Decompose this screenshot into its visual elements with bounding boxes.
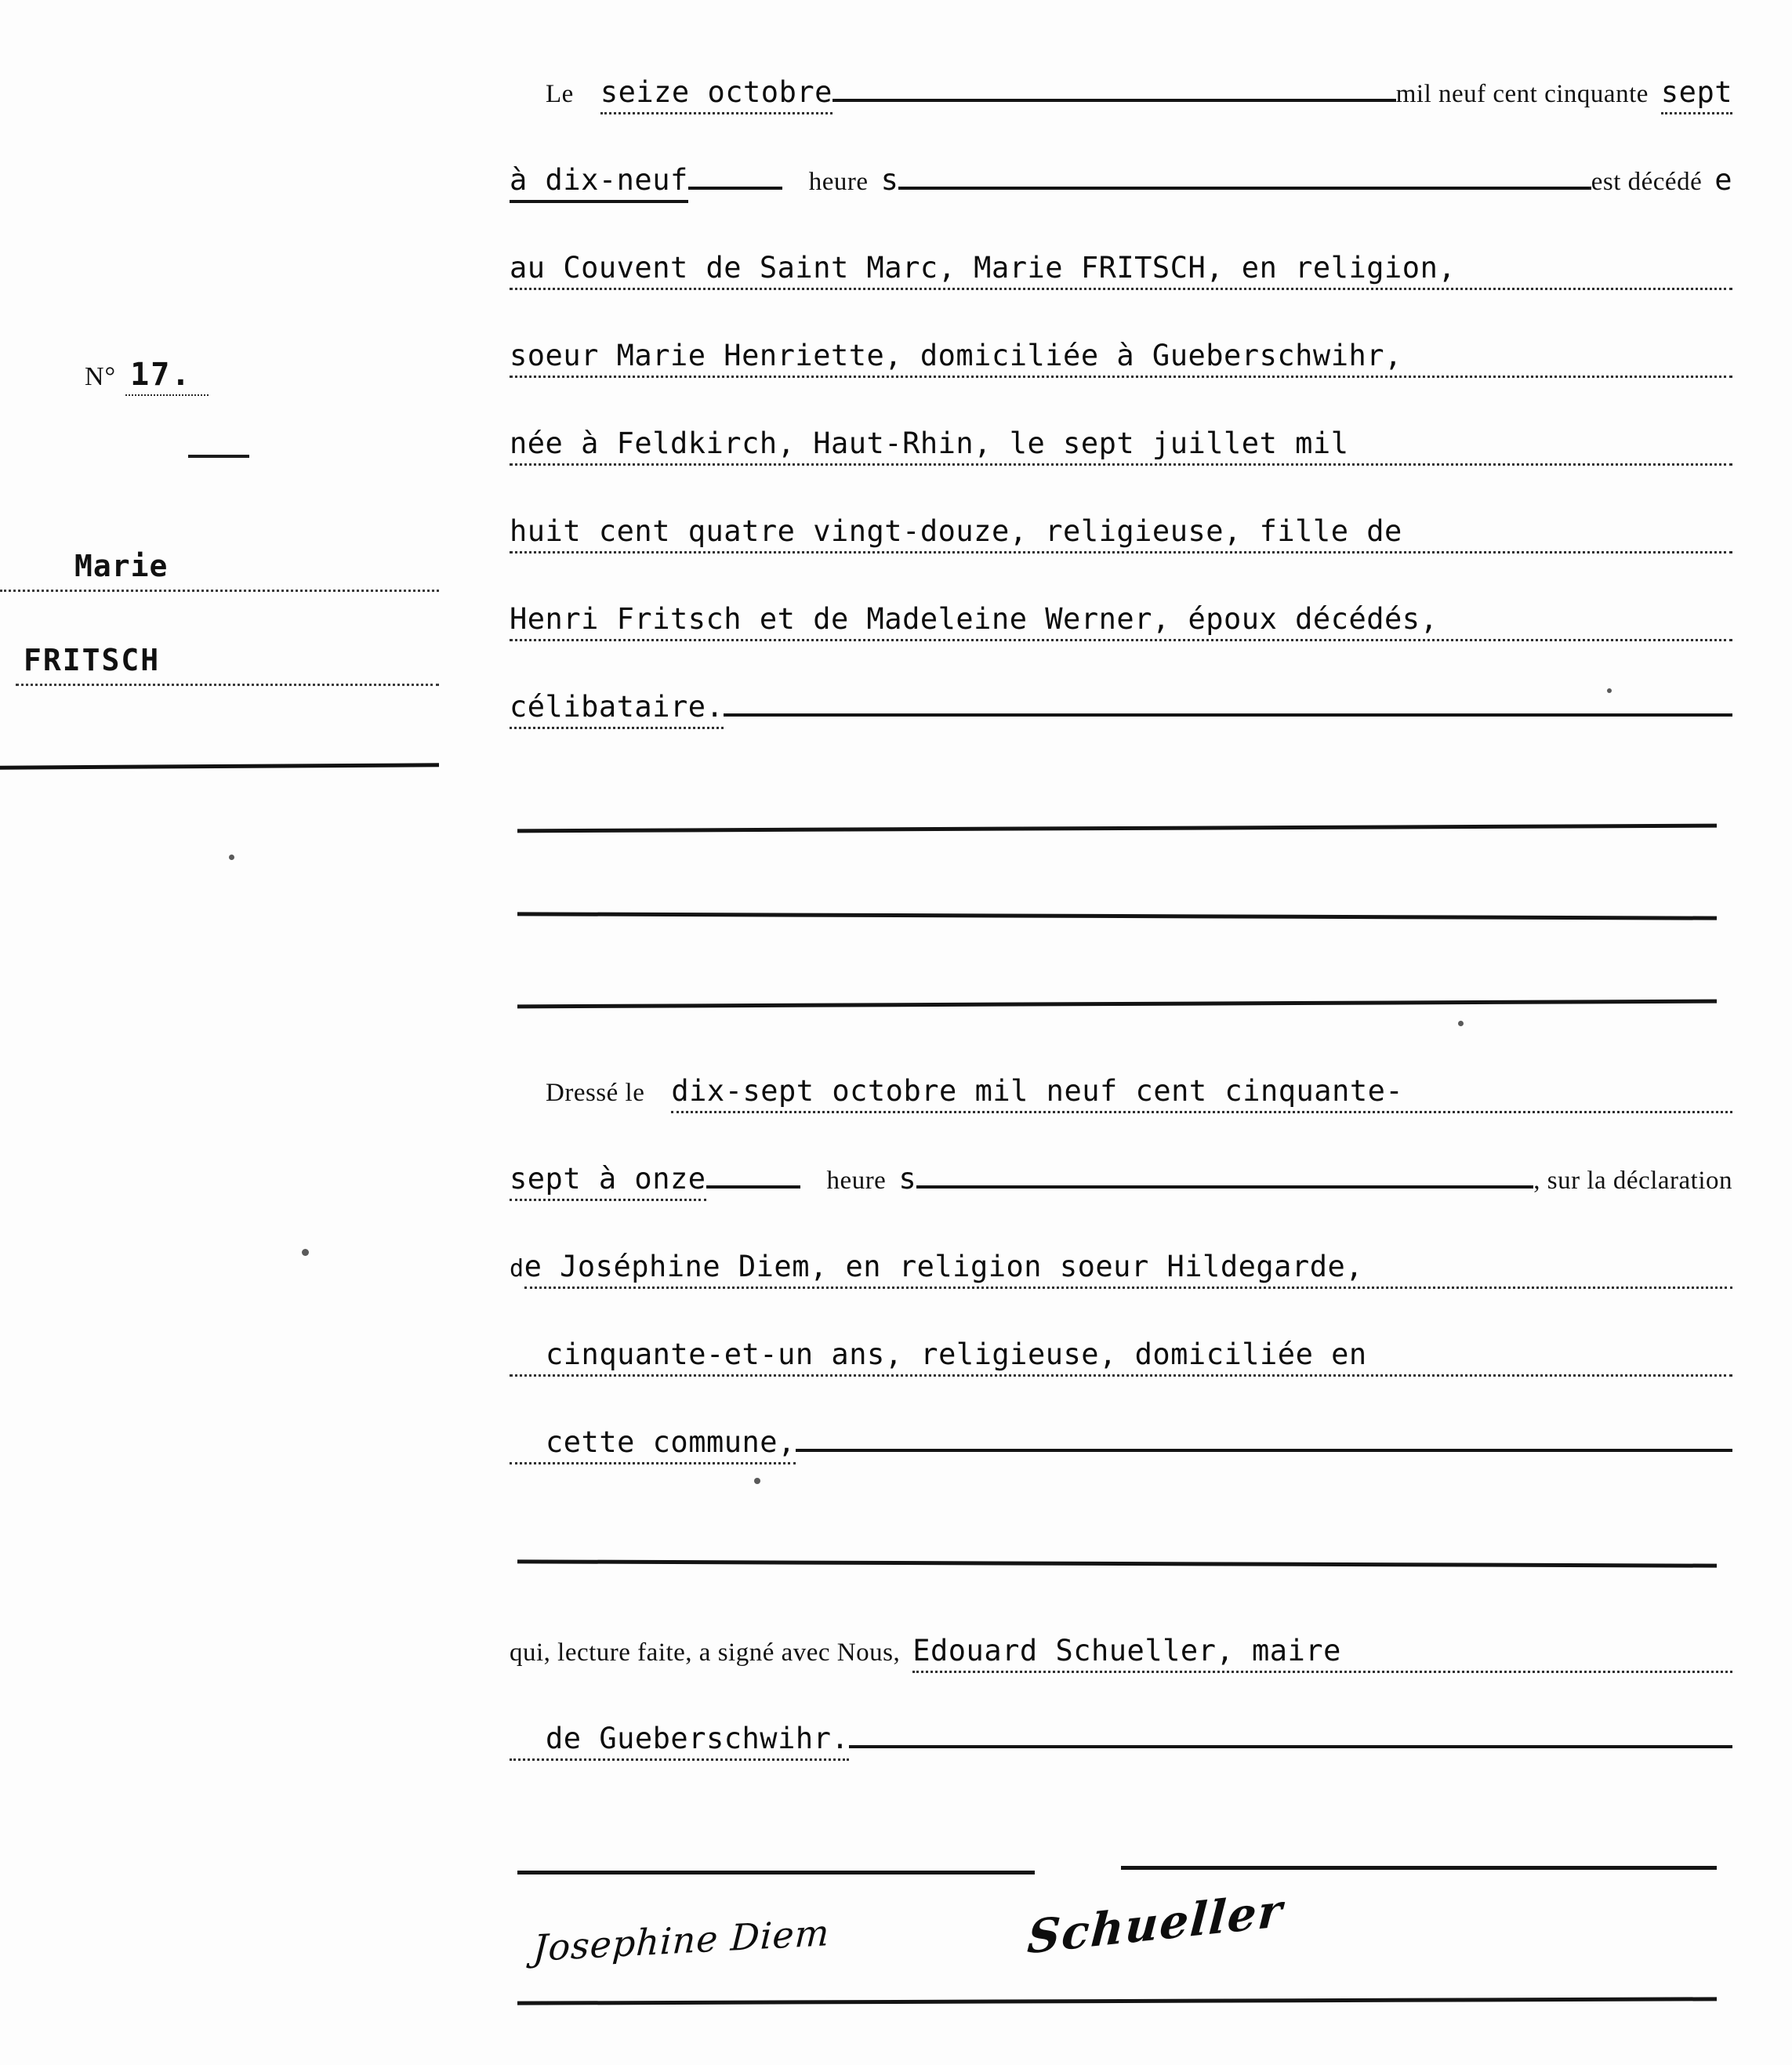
printed-lecture-faite: qui, lecture faite, a signé avec Nous, — [510, 1639, 901, 1667]
typed-mayor-name: Edouard Schueller, maire — [912, 1634, 1732, 1673]
typed-date-day-month: seize octobre — [600, 75, 833, 114]
blank-ruled-line-2 — [510, 866, 1732, 953]
body-line-closing-1 — [510, 1634, 1732, 1722]
signature-rule-left — [517, 1871, 1035, 1874]
body-line-declarant-1 — [510, 1250, 1732, 1337]
body-line-8 — [510, 690, 1732, 778]
printed-year-prefix: mil neuf cent cinquante — [1395, 80, 1649, 108]
typed-heure-plural-2: s — [898, 1162, 917, 1196]
margin-dotted-rule-2 — [16, 684, 439, 686]
margin-bottom-rule — [0, 763, 439, 769]
typed-de-prefix: d — [510, 1255, 524, 1283]
rule-after-commune-2 — [849, 1745, 1732, 1748]
typed-narrative-line-6: huit cent quatre vingt-douze, religieuse, fille de — [510, 514, 1732, 553]
body-line-3 — [510, 251, 1732, 339]
record-body — [510, 0, 1732, 2065]
body-line-dresse — [510, 1074, 1732, 1162]
printed-heure-2: heure — [826, 1167, 887, 1195]
margin-given-name: Marie — [74, 549, 169, 583]
typed-declarant-line-3: cette commune, — [510, 1425, 796, 1464]
typed-mayor-commune: de Gueberschwihr. — [510, 1722, 849, 1761]
body-line-closing-2 — [510, 1722, 1732, 1809]
typed-narrative-line-8: célibataire. — [510, 690, 724, 729]
signature-mayor: Schueller — [1025, 1883, 1286, 1965]
rule-after-heure — [898, 187, 1591, 190]
body-line-dresse-hour — [510, 1162, 1732, 1250]
signature-rule-right — [1121, 1866, 1717, 1870]
blank-ruled-line-4 — [510, 1513, 1732, 1601]
body-line-7 — [510, 602, 1732, 690]
signature-area — [510, 1825, 1732, 2065]
body-line-declarant-2 — [510, 1337, 1732, 1425]
blank-ruled-line-1 — [510, 778, 1732, 866]
printed-dresse-le: Dressé le — [546, 1079, 645, 1107]
rule-after-dresse-hour — [706, 1185, 800, 1189]
body-line-6 — [510, 514, 1732, 602]
body-line-declarant-3 — [510, 1425, 1732, 1513]
typed-dresse-date-part1: dix-sept octobre mil neuf cent cinquante- — [671, 1074, 1732, 1113]
typed-heure-plural: s — [880, 163, 899, 197]
record-number — [85, 357, 209, 393]
typed-dresse-date-part2: sept à onze — [510, 1162, 706, 1201]
body-line-hour — [510, 163, 1732, 251]
margin-divider — [188, 455, 249, 458]
typed-year-suffix: sept — [1661, 75, 1732, 114]
record-number-label: N° — [85, 362, 117, 391]
rule-after-celibataire — [724, 713, 1732, 717]
body-line-date — [510, 75, 1732, 163]
typed-declarant-line-1: e Joséphine Diem, en religion soeur Hildegarde, — [524, 1250, 1732, 1289]
blank-ruled-line-3 — [510, 953, 1732, 1041]
printed-heure: heure — [808, 168, 869, 196]
margin-dotted-rule-1 — [0, 590, 439, 592]
typed-decede-gender-e: e — [1714, 163, 1732, 197]
body-line-4 — [510, 339, 1732, 426]
typed-narrative-line-3: au Couvent de Saint Marc, Marie FRITSCH, en religion, — [510, 251, 1732, 290]
rule-after-date — [833, 99, 1396, 102]
rule-after-heure-2 — [916, 1185, 1533, 1189]
rule-after-commune — [796, 1449, 1732, 1452]
rule-after-hour — [688, 187, 782, 190]
typed-declarant-line-2: cinquante-et-un ans, religieuse, domiciliée en — [510, 1337, 1732, 1377]
margin-column — [0, 0, 470, 2065]
record-number-value: 17. — [125, 357, 209, 396]
body-line-5 — [510, 426, 1732, 514]
printed-sur-la-declaration: , sur la déclaration — [1533, 1167, 1732, 1195]
signature-witness: Josephine Diem — [531, 1911, 831, 1970]
typed-narrative-line-7: Henri Fritsch et de Madeleine Werner, époux décédés, — [510, 602, 1732, 641]
typed-narrative-line-5: née à Feldkirch, Haut-Rhin, le sept juillet mil — [510, 426, 1732, 466]
printed-est-decede: est décédé — [1591, 168, 1703, 196]
printed-le: Le — [546, 80, 574, 108]
margin-surname: FRITSCH — [24, 643, 161, 677]
typed-hour: à dix-neuf — [510, 163, 688, 203]
signature-rule-below — [517, 1997, 1717, 2005]
typed-narrative-line-4: soeur Marie Henriette, domiciliée à Gueberschwihr, — [510, 339, 1732, 378]
